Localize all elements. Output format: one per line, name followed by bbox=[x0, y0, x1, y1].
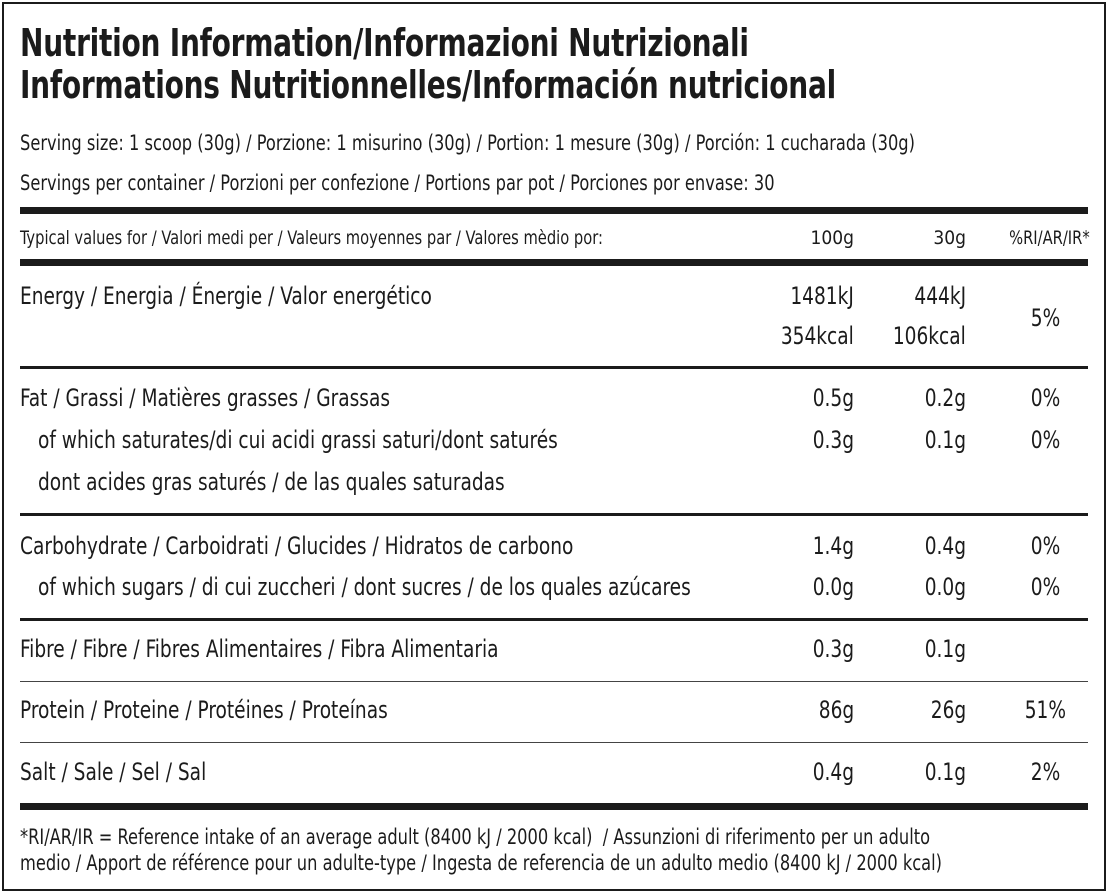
sugars-label: of which sugars / di cui zuccheri / dont sucres / de los quales azúcares bbox=[38, 573, 691, 601]
servings-per-container: Servings per container / Porzioni per confezione / Portions par pot / Porciones por envase: 30 bbox=[20, 171, 775, 195]
header-ri: %RI/AR/IR* bbox=[1009, 227, 1090, 249]
fat-ri: 0% bbox=[1030, 384, 1060, 412]
sugars-30g: 0.0g bbox=[924, 573, 966, 601]
saturates-ri: 0% bbox=[1030, 426, 1060, 454]
divider-top bbox=[20, 207, 1088, 214]
header-30g: 30g bbox=[933, 227, 966, 249]
protein-30g: 26g bbox=[930, 696, 966, 724]
protein-100g: 86g bbox=[818, 696, 854, 724]
title-line-2: Informations Nutritionnelles/Información nutricional bbox=[20, 63, 836, 107]
fibre-label: Fibre / Fibre / Fibres Alimentaires / Fibra Alimentaria bbox=[20, 635, 499, 663]
energy-ri: 5% bbox=[1030, 304, 1060, 332]
saturates-30g: 0.1g bbox=[924, 426, 966, 454]
sugars-ri: 0% bbox=[1030, 573, 1060, 601]
divider-fat bbox=[20, 513, 1088, 516]
salt-ri: 2% bbox=[1030, 758, 1060, 786]
saturates-100g: 0.3g bbox=[812, 426, 854, 454]
footnote bbox=[20, 824, 942, 876]
protein-label: Protein / Proteine / Protéines / Proteínas bbox=[20, 696, 388, 724]
saturates-label-line-2: dont acides gras saturés / de las quales saturadas bbox=[38, 468, 505, 496]
footnote-line-1: *RI/AR/IR = Reference intake of an average adult (8400 kJ / 2000 kcal) / Assunzioni di riferimento per un adulto bbox=[20, 825, 931, 849]
footnote-line-2: medio / Apport de référence pour un adulte-type / Ingesta de referencia de un adulto medio (8400 kJ / 2000 kcal) bbox=[20, 851, 942, 875]
energy-100g-kcal: 354kcal bbox=[781, 322, 854, 350]
carbohydrate-100g: 1.4g bbox=[812, 532, 854, 560]
carbohydrate-ri: 0% bbox=[1030, 532, 1060, 560]
divider-bottom bbox=[20, 803, 1088, 810]
divider-fibre bbox=[20, 681, 1088, 682]
header-100g: 100g bbox=[810, 227, 854, 249]
serving-size: Serving size: 1 scoop (30g) / Porzione: 1 misurino (30g) / Portion: 1 mesure (30g) / Porción: 1 cucharada (30g) bbox=[20, 131, 915, 155]
protein-ri: 51% bbox=[1024, 696, 1066, 724]
divider-energy bbox=[20, 366, 1088, 369]
header-label: Typical values for / Valori medi per / Valeurs moyennes par / Valores mèdio por: bbox=[20, 227, 603, 249]
salt-30g: 0.1g bbox=[924, 758, 966, 786]
title-line-1: Nutrition Information/Informazioni Nutrizionali bbox=[20, 21, 749, 65]
carbohydrate-label: Carbohydrate / Carboidrati / Glucides / Hidratos de carbono bbox=[20, 532, 574, 560]
energy-30g-kcal: 106kcal bbox=[893, 322, 966, 350]
divider-carbohydrate bbox=[20, 618, 1088, 621]
fibre-30g: 0.1g bbox=[924, 635, 966, 663]
divider-header bbox=[20, 259, 1088, 266]
salt-label: Salt / Sale / Sel / Sal bbox=[20, 758, 207, 786]
divider-protein bbox=[20, 742, 1088, 743]
fibre-100g: 0.3g bbox=[812, 635, 854, 663]
fat-30g: 0.2g bbox=[924, 384, 966, 412]
energy-label: Energy / Energia / Énergie / Valor energético bbox=[20, 282, 432, 310]
sugars-100g: 0.0g bbox=[812, 573, 854, 601]
carbohydrate-30g: 0.4g bbox=[924, 532, 966, 560]
energy-100g-kj: 1481kJ bbox=[790, 282, 854, 310]
saturates-label-line-1: of which saturates/di cui acidi grassi saturi/dont saturés bbox=[38, 426, 558, 454]
salt-100g: 0.4g bbox=[812, 758, 854, 786]
energy-30g-kj: 444kJ bbox=[914, 282, 966, 310]
nutrition-label bbox=[2, 2, 1106, 891]
fat-100g: 0.5g bbox=[812, 384, 854, 412]
fat-label: Fat / Grassi / Matières grasses / Grassas bbox=[20, 384, 391, 412]
title bbox=[20, 22, 836, 106]
